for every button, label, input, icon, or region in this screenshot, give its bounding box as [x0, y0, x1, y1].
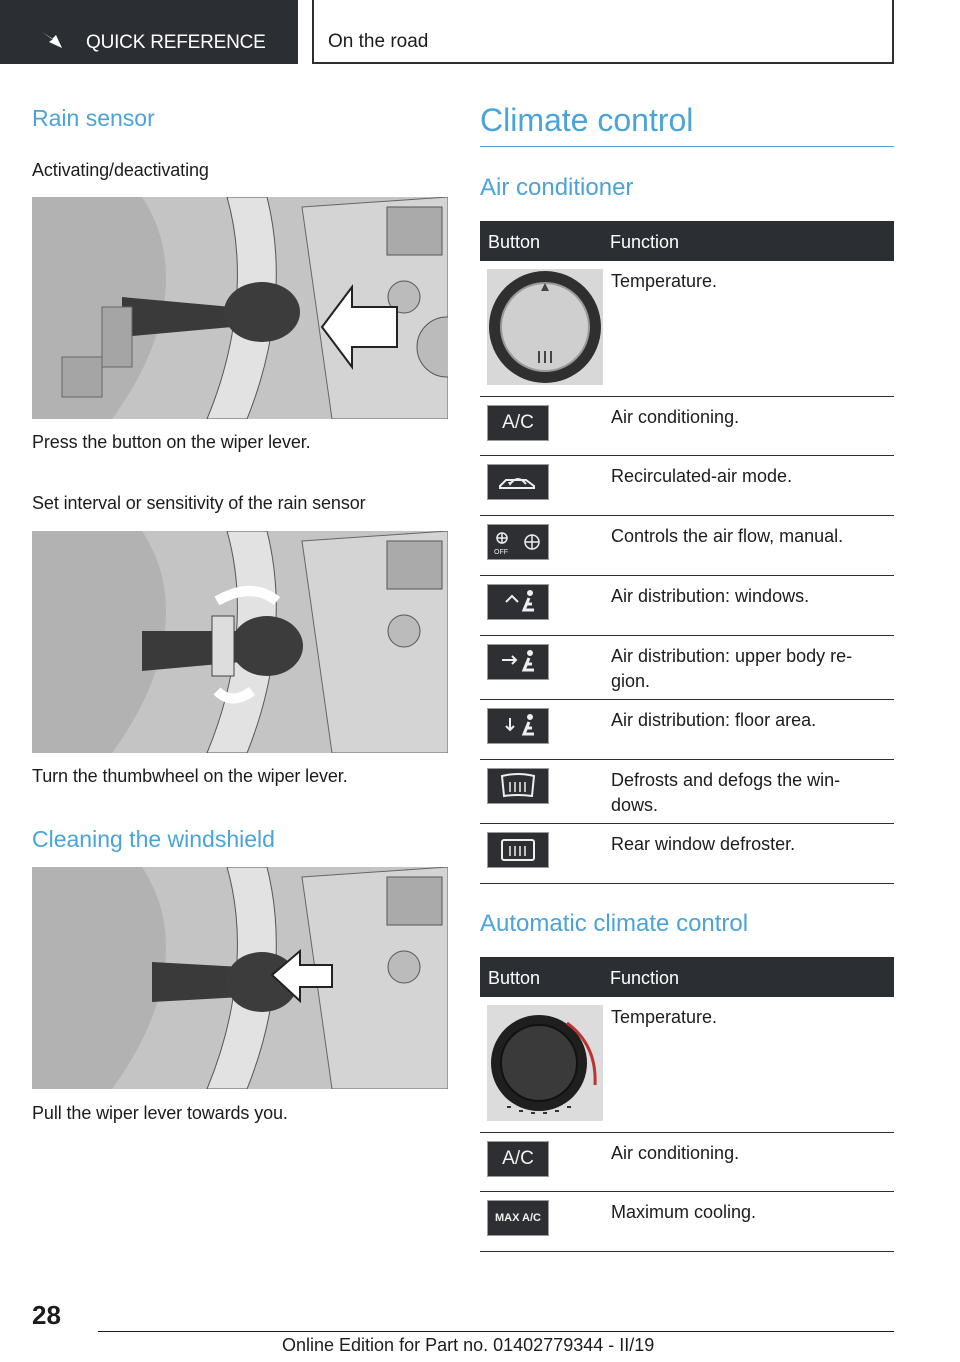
row-function-text: Air distribution: upper body re-gion.	[611, 646, 853, 691]
temperature-knob-icon[interactable]	[487, 269, 603, 385]
row-function-text: Air conditioning.	[611, 1143, 740, 1163]
row-function-text: Temperature.	[611, 1007, 718, 1027]
row-function-text: Maximum cooling.	[611, 1202, 757, 1222]
row-function-text: Air distribution: floor area.	[611, 710, 817, 730]
col-button-header: Button	[488, 232, 541, 252]
air-floor-icon[interactable]	[487, 708, 549, 744]
table-row	[480, 1133, 894, 1192]
page-number: 28	[32, 1300, 61, 1330]
table-row	[480, 824, 894, 884]
automatic-climate-table	[480, 957, 894, 1252]
edition-text: Online Edition for Part no. 01402779344 - II/19	[282, 1335, 655, 1355]
row-function-text: Defrosts and defogs the win-dows.	[611, 770, 841, 815]
activating-text: Activating/deactivating	[32, 160, 209, 180]
air-windows-icon[interactable]	[487, 584, 549, 620]
temperature-dial-icon[interactable]	[487, 1005, 603, 1121]
table-header	[480, 221, 894, 261]
footer-rule	[98, 1331, 894, 1332]
row-function-text: Temperature.	[611, 271, 718, 291]
section-label: QUICK REFERENCE	[86, 32, 266, 53]
section-tab[interactable]	[0, 0, 298, 64]
table-row	[480, 516, 894, 576]
ac-button-icon[interactable]: A/C	[487, 405, 549, 441]
air-conditioner-heading: Air conditioner	[480, 174, 634, 201]
row-function-text: Air distribution: windows.	[611, 586, 810, 606]
table-header	[480, 957, 894, 997]
table-row	[480, 397, 894, 456]
svg-text:OFF: OFF	[494, 549, 508, 556]
wiper-button-photo	[32, 197, 448, 419]
table-row	[480, 636, 894, 700]
rain-sensor-heading: Rain sensor	[32, 105, 155, 131]
air-upper-body-icon[interactable]	[487, 644, 549, 680]
wiper-pull-photo	[32, 867, 448, 1089]
row-function-text: Rear window defroster.	[611, 834, 796, 854]
row-function-text: Recirculated-air mode.	[611, 466, 793, 486]
cleaning-heading: Cleaning the windshield	[32, 826, 275, 852]
title-rule	[480, 146, 894, 147]
turn-text: Turn the thumbwheel on the wiper lever.	[32, 766, 348, 786]
set-interval-text: Set interval or sensitivity of the rain sensor	[32, 493, 366, 513]
fan-off-icon[interactable]	[487, 524, 549, 560]
defrost-rear-icon[interactable]	[487, 832, 549, 868]
table-row	[480, 1192, 894, 1252]
table-row	[480, 700, 894, 760]
table-row	[480, 576, 894, 636]
row-function-text: Air conditioning.	[611, 407, 740, 427]
air-conditioner-table	[480, 221, 894, 884]
press-text: Press the button on the wiper lever.	[32, 432, 311, 452]
defrost-front-icon[interactable]	[487, 768, 549, 804]
pull-text: Pull the wiper lever towards you.	[32, 1103, 288, 1123]
recirculation-icon[interactable]	[487, 464, 549, 500]
ac-button-icon[interactable]: A/C	[487, 1141, 549, 1177]
table-row	[480, 760, 894, 824]
col-function-header: Function	[610, 968, 680, 988]
max-ac-icon[interactable]: MAX A/C	[487, 1200, 549, 1236]
automatic-climate-heading: Automatic climate control	[480, 910, 749, 937]
wiper-thumbwheel-photo	[32, 531, 448, 753]
table-row	[480, 261, 894, 397]
col-function-header: Function	[610, 232, 680, 252]
table-row	[480, 997, 894, 1133]
chapter-label: On the road	[328, 31, 429, 52]
car-pointer-icon	[42, 30, 64, 50]
climate-control-title: Climate control	[480, 102, 694, 138]
chapter-tab[interactable]	[312, 0, 894, 64]
row-function-text: Controls the air flow, manual.	[611, 526, 844, 546]
col-button-header: Button	[488, 968, 541, 988]
table-row	[480, 456, 894, 516]
